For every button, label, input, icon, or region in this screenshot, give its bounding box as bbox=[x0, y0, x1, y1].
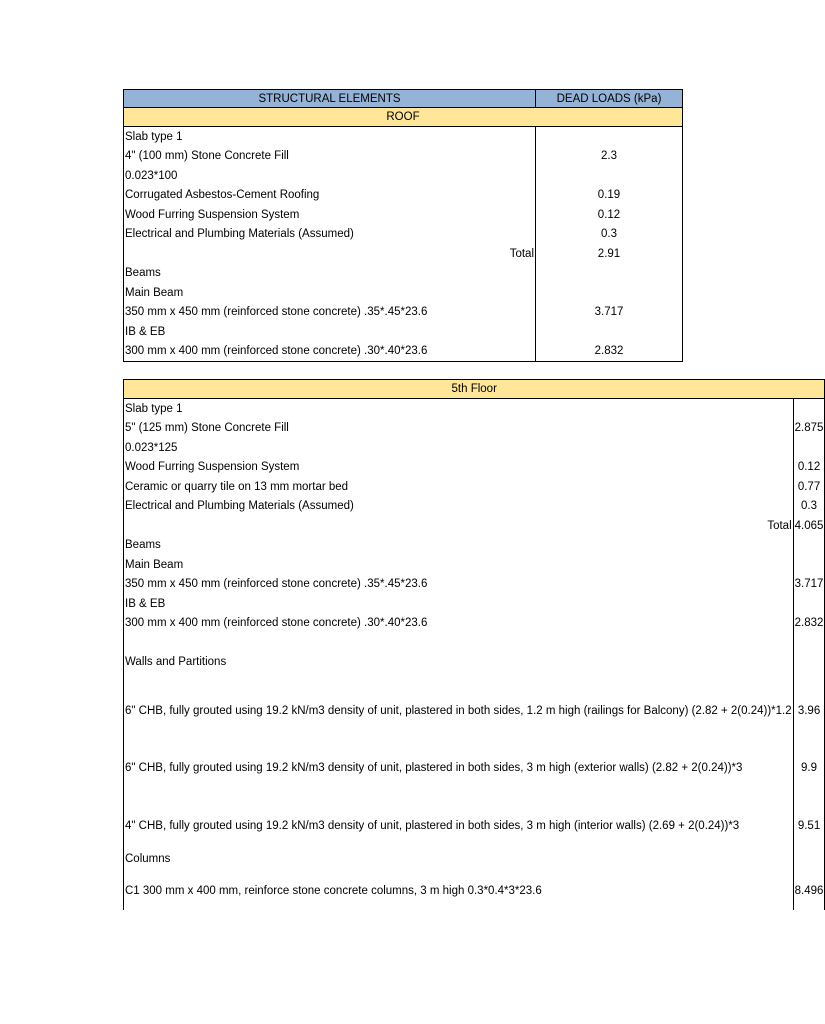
roof-fill-value: 2.3 bbox=[536, 147, 683, 167]
fifth-chb-balcony-value: 3.96 bbox=[793, 692, 825, 730]
empty-cell bbox=[793, 672, 825, 692]
fifth-fill-value: 2.875 bbox=[793, 419, 825, 439]
table-row bbox=[124, 536, 825, 556]
fifth-tile-value: 0.77 bbox=[793, 477, 825, 497]
roof-total-label: Total bbox=[124, 244, 536, 264]
fifth-slab-label: Slab type 1 bbox=[124, 399, 794, 419]
fifth-fill-desc: 5" (125 mm) Stone Concrete Fill bbox=[124, 419, 794, 439]
spacer-row bbox=[124, 730, 825, 750]
fifth-furring-value: 0.12 bbox=[793, 458, 825, 478]
empty-cell bbox=[793, 845, 825, 873]
fifth-beams-label: Beams bbox=[124, 536, 794, 556]
fifth-electrical-desc: Electrical and Plumbing Materials (Assumed) bbox=[124, 497, 794, 517]
fifth-furring-desc: Wood Furring Suspension System bbox=[124, 458, 794, 478]
table-row bbox=[124, 749, 825, 787]
empty-cell bbox=[793, 730, 825, 750]
empty-cell bbox=[124, 787, 794, 807]
fifth-ib-eb-value: 2.832 bbox=[793, 614, 825, 634]
table-row bbox=[124, 342, 683, 362]
empty-cell bbox=[536, 127, 683, 147]
roof-dead-loads-table bbox=[123, 89, 683, 362]
roof-slab-label: Slab type 1 bbox=[124, 127, 536, 147]
table-row bbox=[124, 322, 683, 342]
roof-roofing-desc: Corrugated Asbestos-Cement Roofing bbox=[124, 186, 536, 206]
table-row bbox=[124, 399, 825, 419]
empty-cell bbox=[793, 438, 825, 458]
roof-ib-eb-value: 2.832 bbox=[536, 342, 683, 362]
table-row bbox=[124, 594, 825, 614]
fifth-total-label: Total bbox=[124, 516, 794, 536]
fifth-fill-formula: 0.023*125 bbox=[124, 438, 794, 458]
empty-cell bbox=[793, 555, 825, 575]
table-row bbox=[124, 614, 825, 634]
fifth-floor-dead-loads-table bbox=[123, 379, 825, 910]
table-row bbox=[124, 438, 825, 458]
empty-cell bbox=[793, 536, 825, 556]
roof-furring-desc: Wood Furring Suspension System bbox=[124, 205, 536, 225]
fifth-column-value: 8.496 bbox=[793, 873, 825, 910]
fifth-chb-interior-desc: 4" CHB, fully grouted using 19.2 kN/m3 density of unit, plastered in both sides, 3 m high (interior walls) (2.69 + 2(0.24))*3 bbox=[124, 807, 794, 845]
spacer-row bbox=[124, 672, 825, 692]
fifth-ib-eb-desc: 300 mm x 400 mm (reinforced stone concrete) .30*.40*23.6 bbox=[124, 614, 794, 634]
empty-cell bbox=[536, 283, 683, 303]
table-row bbox=[124, 807, 825, 845]
empty-cell bbox=[793, 653, 825, 673]
roof-electrical-desc: Electrical and Plumbing Materials (Assumed) bbox=[124, 225, 536, 245]
table-row bbox=[124, 419, 825, 439]
header-dead-loads: DEAD LOADS (kPa) bbox=[536, 90, 683, 108]
table-row bbox=[124, 205, 683, 225]
fifth-main-beam-label: Main Beam bbox=[124, 555, 794, 575]
spacer-row bbox=[124, 787, 825, 807]
fifth-columns-label: Columns bbox=[124, 845, 794, 873]
table-header-row bbox=[124, 90, 683, 108]
empty-cell bbox=[793, 787, 825, 807]
empty-cell bbox=[793, 399, 825, 419]
section-header-fifth-floor bbox=[124, 380, 825, 399]
table-row bbox=[124, 692, 825, 730]
fifth-tile-desc: Ceramic or quarry tile on 13 mm mortar bed bbox=[124, 477, 794, 497]
fifth-main-beam-desc: 350 mm x 450 mm (reinforced stone concrete) .35*.45*23.6 bbox=[124, 575, 794, 595]
roof-main-beam-value: 3.717 bbox=[536, 303, 683, 323]
roof-main-beam-desc: 350 mm x 450 mm (reinforced stone concrete) .35*.45*23.6 bbox=[124, 303, 536, 323]
table-row bbox=[124, 477, 825, 497]
empty-cell bbox=[536, 322, 683, 342]
table-row bbox=[124, 147, 683, 167]
table-row bbox=[124, 555, 825, 575]
roof-total-value: 2.91 bbox=[536, 244, 683, 264]
total-row bbox=[124, 244, 683, 264]
table-row bbox=[124, 303, 683, 323]
fifth-total-value: 4.065 bbox=[793, 516, 825, 536]
fifth-walls-label: Walls and Partitions bbox=[124, 653, 794, 673]
table-row bbox=[124, 225, 683, 245]
empty-cell bbox=[536, 264, 683, 284]
roof-title: ROOF bbox=[124, 108, 683, 127]
table-row bbox=[124, 186, 683, 206]
roof-ib-eb-label: IB & EB bbox=[124, 322, 536, 342]
roof-electrical-value: 0.3 bbox=[536, 225, 683, 245]
fifth-electrical-value: 0.3 bbox=[793, 497, 825, 517]
roof-roofing-value: 0.19 bbox=[536, 186, 683, 206]
section-header-roof bbox=[124, 108, 683, 127]
table-row bbox=[124, 283, 683, 303]
fifth-main-beam-value: 3.717 bbox=[793, 575, 825, 595]
spacer-row bbox=[124, 845, 825, 873]
empty-cell bbox=[536, 166, 683, 186]
empty-cell bbox=[124, 730, 794, 750]
table-row bbox=[124, 127, 683, 147]
fifth-column-desc: C1 300 mm x 400 mm, reinforce stone concrete columns, 3 m high 0.3*0.4*3*23.6 bbox=[124, 873, 794, 910]
table-row bbox=[124, 458, 825, 478]
empty-cell bbox=[793, 633, 825, 653]
fifth-chb-exterior-desc: 6" CHB, fully grouted using 19.2 kN/m3 density of unit, plastered in both sides, 3 m high (exterior walls) (2.82 + 2(0.24))*3 bbox=[124, 749, 794, 787]
roof-furring-value: 0.12 bbox=[536, 205, 683, 225]
table-row bbox=[124, 497, 825, 517]
table-row bbox=[124, 575, 825, 595]
fifth-chb-exterior-value: 9.9 bbox=[793, 749, 825, 787]
table-row bbox=[124, 166, 683, 186]
fifth-chb-balcony-desc: 6" CHB, fully grouted using 19.2 kN/m3 density of unit, plastered in both sides, 1.2 m high (railings for Balcony) (2.82 + 2(0.24))*1.2 bbox=[124, 692, 794, 730]
empty-cell bbox=[124, 633, 794, 653]
total-row bbox=[124, 516, 825, 536]
fifth-ib-eb-label: IB & EB bbox=[124, 594, 794, 614]
roof-ib-eb-desc: 300 mm x 400 mm (reinforced stone concrete) .30*.40*23.6 bbox=[124, 342, 536, 362]
header-structural-elements: STRUCTURAL ELEMENTS bbox=[124, 90, 536, 108]
empty-cell bbox=[793, 594, 825, 614]
empty-cell bbox=[124, 672, 794, 692]
spacer-row bbox=[124, 633, 825, 653]
table-row bbox=[124, 653, 825, 673]
table-row bbox=[124, 264, 683, 284]
roof-beams-label: Beams bbox=[124, 264, 536, 284]
fifth-floor-title: 5th Floor bbox=[124, 380, 825, 399]
roof-fill-desc: 4" (100 mm) Stone Concrete Fill bbox=[124, 147, 536, 167]
fifth-chb-interior-value: 9.51 bbox=[793, 807, 825, 845]
roof-fill-formula: 0.023*100 bbox=[124, 166, 536, 186]
roof-main-beam-label: Main Beam bbox=[124, 283, 536, 303]
table-row bbox=[124, 873, 825, 910]
